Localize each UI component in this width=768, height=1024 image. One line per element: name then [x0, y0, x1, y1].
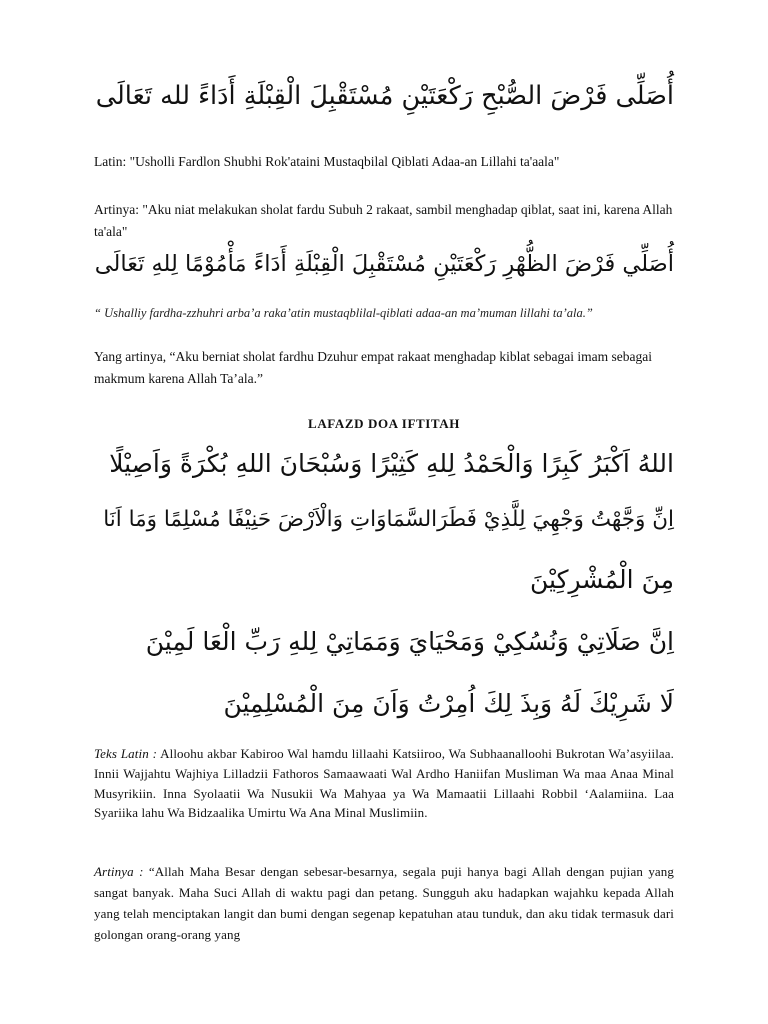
niat-subuh-latin: Latin: "Usholli Fardlon Shubhi Rok'ataini Mustaqbilal Qiblati Adaa-an Lillahi ta'aala" [94, 154, 560, 169]
iftitah-arabic-line-1: اللهُ اَكْبَرُ كَبِرًا وَالْحَمْدُ لِلهِ كَثِيْرًا وَسُبْحَانَ اللهِ بُكْرَةً وَاَصِيْلًا [109, 449, 674, 478]
niat-dzuhur-arabic: أُصَلِّي فَرْضَ الظُّهْرِ رَكْعَتَيْنِ مُسْتَقْبِلَ الْقِبْلَةِ أَدَاءً مَأْمُوْمًا لِلهِ تَعَالَى [94, 251, 674, 277]
teks-latin-body: Alloohu akbar Kabiroo Wal hamdu lillaahi Katsiiroo, Wa Subhaanalloohi Bukrotan Wa’asyiilaa. Innii Wajjahtu Wajhiya Lilladzii Fathoros Samaawaati Wal Ardho Haniifan Musliman Wa maa Anaa Minal Musyrikiin. Inna Syolaatii Wa Nusukii Wa Mahyaa ya Wa Mamaatii Lillaahi Robbil ‘Aalamiina. Laa Syariika lahu Wa Bidzaalika Umirtu Wa Ana Minal Muslimiin. [94, 746, 674, 821]
niat-dzuhur-artinya: Yang artinya, “Aku berniat sholat fardhu Dzuhur empat rakaat menghadap kiblat sebagai imam sebagai makmum karena Allah Ta’ala.” [94, 349, 652, 386]
iftitah-heading: LAFAZD DOA IFTITAH [308, 416, 460, 431]
teks-latin-label: Teks Latin : [94, 746, 158, 761]
iftitah-artinya [94, 861, 674, 945]
niat-subuh-artinya: Artinya: "Aku niat melakukan sholat fardu Subuh 2 rakaat, sambil menghadap qiblat, saat ini, karena Allah ta'ala" [94, 202, 673, 239]
iftitah-arabic-line-2: اِنِّ وَجَّهْتُ وَجْهِيَ لِلَّذِيْ فَطَرَالسَّمَاوَاتِ وَالْاَرْضَ حَنِيْفًا مُسْلِمًا وَمَا اَنَا [103, 507, 674, 532]
niat-subuh-arabic: أُصَلِّى فَرْضَ الصُّبْحِ رَكْعَتَيْنِ مُسْتَقْبِلَ الْقِبْلَةِ أَدَاءً لله تَعَالَى [95, 81, 674, 111]
iftitah-arabic-line-4: اِنَّ صَلَاتِيْ وَنُسُكِيْ وَمَحْيَايَ وَمَمَاتِيْ لِلهِ رَبِّ الْعَا لَمِيْنَ [145, 627, 674, 656]
iftitah-arabic-line-5: لَا شَرِيْكَ لَهُ وَبِذَ لِكَ اُمِرْتُ وَاَنَ مِنَ الْمُسْلِمِيْنَ [223, 689, 674, 718]
artinya-body: “Allah Maha Besar dengan sebesar-besarnya, segala puji hanya bagi Allah dengan pujian yang sangat banyak. Maha Suci Allah di waktu pagi dan petang. Sungguh aku hadapkan wajahku kepada Allah yang telah menciptakan langit dan bumi dengan segenap kepatuhan atau tunduk, dan aku tidak termasuk dari golongan orang-orang yang [94, 864, 675, 942]
iftitah-arabic-line-3: مِنَ الْمُشْرِكِيْنَ [530, 565, 674, 594]
iftitah-teks-latin [94, 744, 674, 823]
artinya-label: Artinya : [94, 864, 144, 879]
niat-dzuhur-latin: “ Ushalliy fardha-zzhuhri arba’a raka’atin mustaqblilal-qiblati adaa-an ma’muman lillahi ta’ala.” [94, 306, 593, 320]
